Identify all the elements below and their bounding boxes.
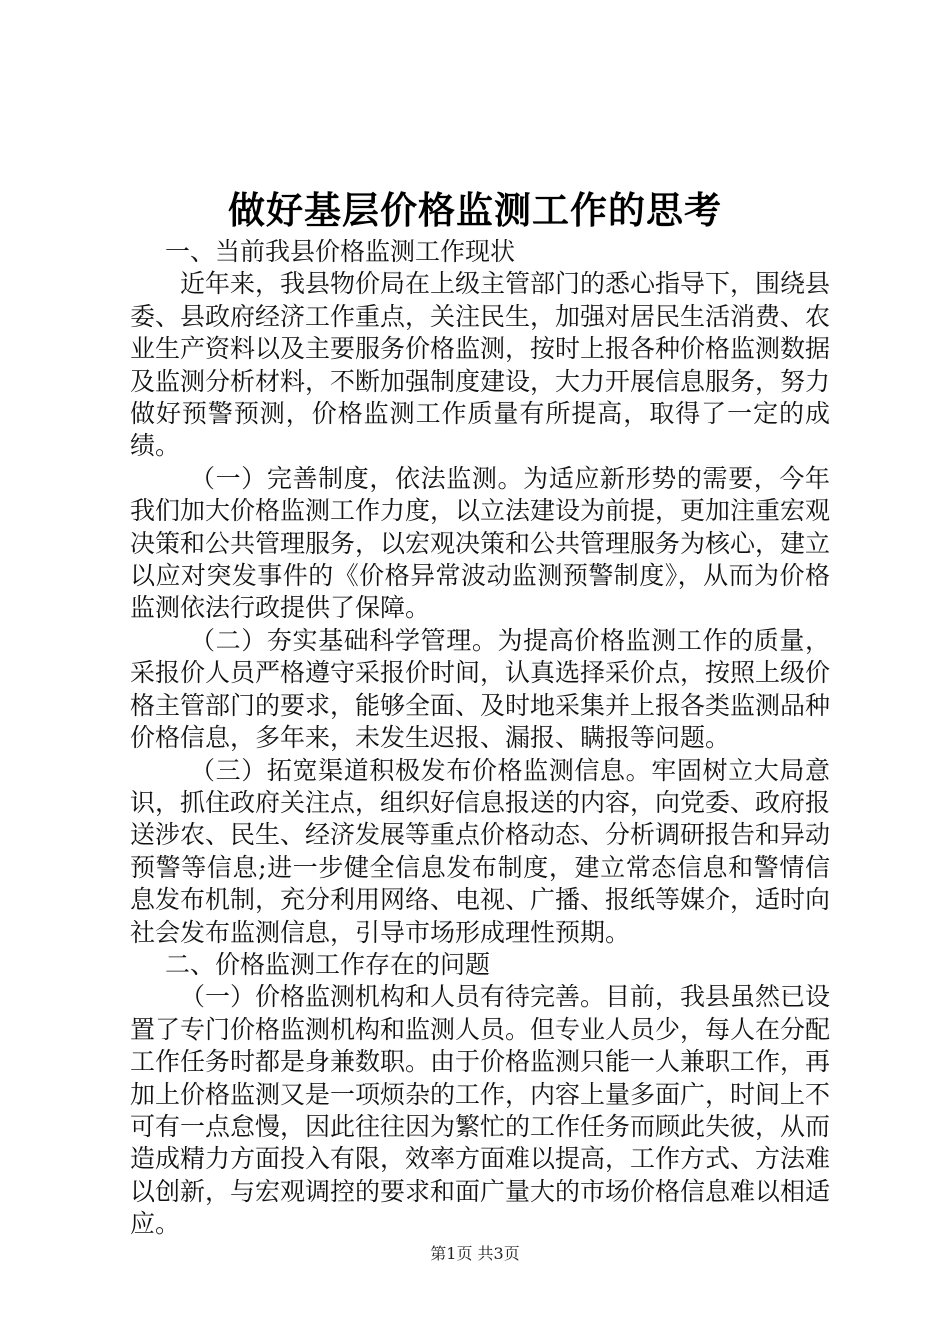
- document-body: [130, 236, 830, 1241]
- paragraph-subsection-1: （一）完善制度，依法监测。为适应新形势的需要，今年我们加大价格监测工作力度，以立法建设为前提，更加注重宏观决策和公共管理服务，以宏观决策和公共管理服务为核心，建立以应对突发事件的《价格异常波动监测预警制度》，从而为价格监测依法行政提供了保障。: [130, 463, 831, 623]
- section-heading-1: 一、当前我县价格监测工作现状: [165, 237, 516, 266]
- paragraph-intro: 近年来，我县物价局在上级主管部门的悉心指导下，围绕县委、县政府经济工作重点，关注民生，加强对居民生活消费、农业生产资料以及主要服务价格监测，按时上报各种价格监测数据及监测分析材料，不断加强制度建设，大力开展信息服务，努力做好预警预测，价格监测工作质量有所提高，取得了一定的成绩。: [130, 269, 831, 461]
- page-footer: 第1页 共3页: [430, 1244, 520, 1263]
- paragraph-subsection-2: （二）夯实基础科学管理。为提高价格监测工作的质量，采报价人员严格遵守采报价时间，认真选择采价点，按照上级价格主管部门的要求，能够全面、及时地采集并上报各类监测品种价格信息，多年来，未发生迟报、漏报、瞒报等问题。: [130, 625, 831, 753]
- section-heading-2: 二、价格监测工作存在的问题: [165, 949, 491, 979]
- paragraph-subsection-3: （三）拓宽渠道积极发布价格监测信息。牢固树立大局意识，抓住政府关注点，组织好信息报送的内容，向党委、政府报送涉农、民生、经济发展等重点价格动态、分析调研报告和异动预警等信息;进一步健全信息发布制度，建立常态信息和警情信息发布机制，充分利用网络、电视、广播、报纸等媒介，适时向社会发布监测信息，引导市场形成理性预期。: [130, 755, 831, 947]
- document-title: 做好基层价格监测工作的思考: [228, 188, 722, 232]
- paragraph-problem-1: （一）价格监测机构和人员有待完善。目前，我县虽然已设置了专门价格监测机构和监测人员。但专业人员少，每人在分配工作任务时都是身兼数职。由于价格监测只能一人兼职工作，再加上价格监测又是一项烦杂的工作，内容上量多面广，时间上不可有一点怠慢，因此往往因为繁忙的工作任务而顾此失彼，从而造成精力方面投入有限，效率方面难以提高，工作方式、方法难以创新，与宏观调控的要求和面广量大的市场价格信息难以相适应。: [130, 982, 831, 1239]
